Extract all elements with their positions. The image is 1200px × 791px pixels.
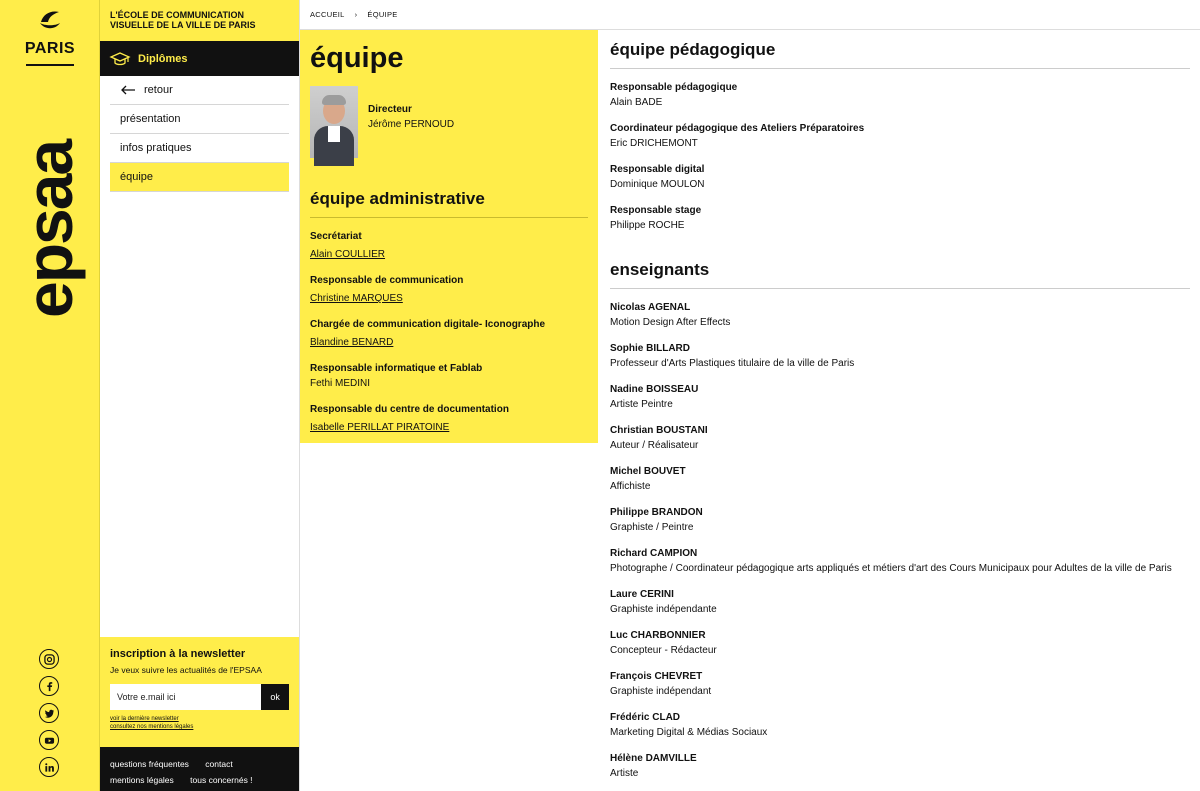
teacher-description: Affichiste <box>610 481 651 492</box>
contact-link[interactable]: contact <box>205 759 233 769</box>
section-header-diplomes[interactable] <box>100 41 299 76</box>
person-role: Responsable de communication <box>310 275 464 286</box>
legal-link[interactable]: mentions légales <box>110 775 174 785</box>
arrow-left-icon <box>120 85 136 95</box>
team-panel <box>300 30 598 443</box>
brand-strip <box>0 0 100 791</box>
teacher-name: Frédéric CLAD <box>610 712 681 723</box>
graduation-cap-icon <box>110 52 130 66</box>
person-name: Fethi MEDINI <box>310 378 371 389</box>
teacher-description: Artiste <box>610 768 639 779</box>
newsletter-description: Je veux suivre les actualités de l'EPSAA <box>110 665 262 675</box>
admin-team-title: équipe administrative <box>310 189 588 218</box>
subnav-item-label: retour <box>144 84 173 96</box>
teacher-name: Hélène DAMVILLE <box>610 753 697 764</box>
school-name-line1: L'ÉCOLE DE COMMUNICATION <box>110 10 244 20</box>
person-role: Secrétariat <box>310 231 362 242</box>
teacher-name: Nicolas AGENAL <box>610 302 691 313</box>
newsletter-form <box>110 684 289 710</box>
director-card <box>310 86 588 158</box>
teacher-name: Nadine BOISSEAU <box>610 384 699 395</box>
person-name-link[interactable]: Isabelle PERILLAT PIRATOINE <box>310 422 450 433</box>
newsletter-title: inscription à la newsletter <box>110 648 246 660</box>
director-name: Jérôme PERNOUD <box>368 119 455 130</box>
instagram-icon[interactable] <box>39 649 59 669</box>
person-name: Eric DRICHEMONT <box>610 138 698 149</box>
breadcrumb-separator: › <box>354 10 358 19</box>
person-name-link[interactable]: Blandine BENARD <box>310 337 394 348</box>
subnav-item-infos-pratiques[interactable] <box>110 134 289 163</box>
list-item <box>610 506 1190 535</box>
director-role: Directeur <box>368 104 412 115</box>
pedagogical-team-list <box>610 81 1190 233</box>
teacher-description: Marketing Digital & Médias Sociaux <box>610 727 768 738</box>
teacher-description: Motion Design After Effects <box>610 317 731 328</box>
paris-logo-text: PARIS <box>24 40 76 57</box>
person-role: Responsable digital <box>610 164 705 175</box>
subnav-list <box>100 76 299 192</box>
list-item <box>610 204 1190 233</box>
facebook-icon[interactable] <box>39 676 59 696</box>
section-nav <box>100 0 300 791</box>
list-item <box>310 274 588 306</box>
teacher-description: Auteur / Réalisateur <box>610 440 699 451</box>
teacher-description: Graphiste indépendante <box>610 604 717 615</box>
list-item <box>610 588 1190 617</box>
person-role: Chargée de communication digitale- Iconographe <box>310 319 546 330</box>
breadcrumb-current: ÉQUIPE <box>367 10 398 19</box>
teacher-description: Graphiste / Peintre <box>610 522 694 533</box>
paris-logo[interactable] <box>22 8 78 66</box>
person-role: Responsable stage <box>610 205 702 216</box>
footer-links <box>100 747 299 791</box>
logo-divider <box>26 64 74 66</box>
teacher-name: Richard CAMPION <box>610 548 698 559</box>
person-role: Responsable informatique et Fablab <box>310 363 483 374</box>
epsaa-logo-text: epsaa <box>12 140 86 318</box>
list-item <box>610 424 1190 453</box>
teacher-name: Laure CERINI <box>610 589 674 600</box>
breadcrumb <box>300 0 1200 30</box>
teacher-name: Michel BOUVET <box>610 466 686 477</box>
person-name: Alain BADE <box>610 97 663 108</box>
teacher-description: Artiste Peintre <box>610 399 673 410</box>
list-item <box>310 318 588 350</box>
person-name-link[interactable]: Alain COULLIER <box>310 249 386 260</box>
social-links <box>39 649 61 784</box>
teachers-list <box>610 301 1190 781</box>
teacher-name: Sophie BILLARD <box>610 343 690 354</box>
director-photo <box>310 86 358 158</box>
list-item <box>610 301 1190 330</box>
pedagogical-team-title: équipe pédagogique <box>610 40 1190 69</box>
youtube-icon[interactable] <box>39 730 59 750</box>
subnav-item-label: infos pratiques <box>120 142 192 154</box>
list-item <box>610 383 1190 412</box>
breadcrumb-home[interactable]: ACCUEIL <box>310 10 345 19</box>
teacher-description: Photographe / Coordinateur pédagogique arts appliqués et métiers d'art des Cours Municipaux pour Adultes de la ville de Paris <box>610 563 1172 574</box>
list-item <box>610 163 1190 192</box>
main-content <box>600 30 1200 791</box>
person-role: Responsable du centre de documentation <box>310 404 509 415</box>
list-item <box>610 670 1190 699</box>
person-name-link[interactable]: Christine MARQUES <box>310 293 403 304</box>
teacher-description: Concepteur - Rédacteur <box>610 645 717 656</box>
section-header-label: Diplômes <box>138 52 188 65</box>
twitter-icon[interactable] <box>39 703 59 723</box>
epsaa-logo[interactable] <box>12 70 86 320</box>
teacher-name: Luc CHARBONNIER <box>610 630 706 641</box>
all-concerned-link[interactable]: tous concernés ! <box>190 775 253 785</box>
teachers-title: enseignants <box>610 260 1190 289</box>
subnav-item-retour[interactable] <box>110 76 289 105</box>
list-item <box>610 465 1190 494</box>
legal-mentions-link[interactable]: consultez nos mentions légales <box>110 724 194 730</box>
newsletter-email-input[interactable] <box>110 684 261 710</box>
person-name: Dominique MOULON <box>610 179 705 190</box>
list-item <box>610 752 1190 781</box>
subnav-item-equipe[interactable] <box>110 163 289 192</box>
list-item <box>610 547 1190 576</box>
teacher-name: Christian BOUSTANI <box>610 425 708 436</box>
paris-boat-icon <box>22 8 78 38</box>
admin-team-list <box>310 230 588 435</box>
list-item <box>310 403 588 435</box>
subnav-item-label: équipe <box>120 171 154 183</box>
subnav-item-label: présentation <box>120 113 181 125</box>
page-title: équipe <box>310 42 404 74</box>
linkedin-icon[interactable] <box>39 757 59 777</box>
subnav-item-presentation[interactable] <box>110 105 289 134</box>
last-newsletter-link[interactable]: voir la dernière newsletter <box>110 716 179 722</box>
list-item <box>310 362 588 391</box>
teacher-description: Professeur d'Arts Plastiques titulaire de la ville de Paris <box>610 358 855 369</box>
teacher-description: Graphiste indépendant <box>610 686 712 697</box>
list-item <box>610 81 1190 110</box>
person-role: Responsable pédagogique <box>610 82 738 93</box>
teacher-name: François CHEVRET <box>610 671 703 682</box>
school-name-line2: VISUELLE DE LA VILLE DE PARIS <box>110 20 256 30</box>
newsletter-box <box>100 637 299 747</box>
school-name[interactable] <box>100 0 299 41</box>
teacher-name: Philippe BRANDON <box>610 507 703 518</box>
person-role: Coordinateur pédagogique des Ateliers Préparatoires <box>610 123 865 134</box>
list-item <box>310 230 588 262</box>
faq-link[interactable]: questions fréquentes <box>110 759 189 769</box>
list-item <box>610 629 1190 658</box>
newsletter-submit-button[interactable]: ok <box>261 684 289 710</box>
list-item <box>610 342 1190 371</box>
person-name: Philippe ROCHE <box>610 220 685 231</box>
list-item <box>610 122 1190 151</box>
list-item <box>610 711 1190 740</box>
